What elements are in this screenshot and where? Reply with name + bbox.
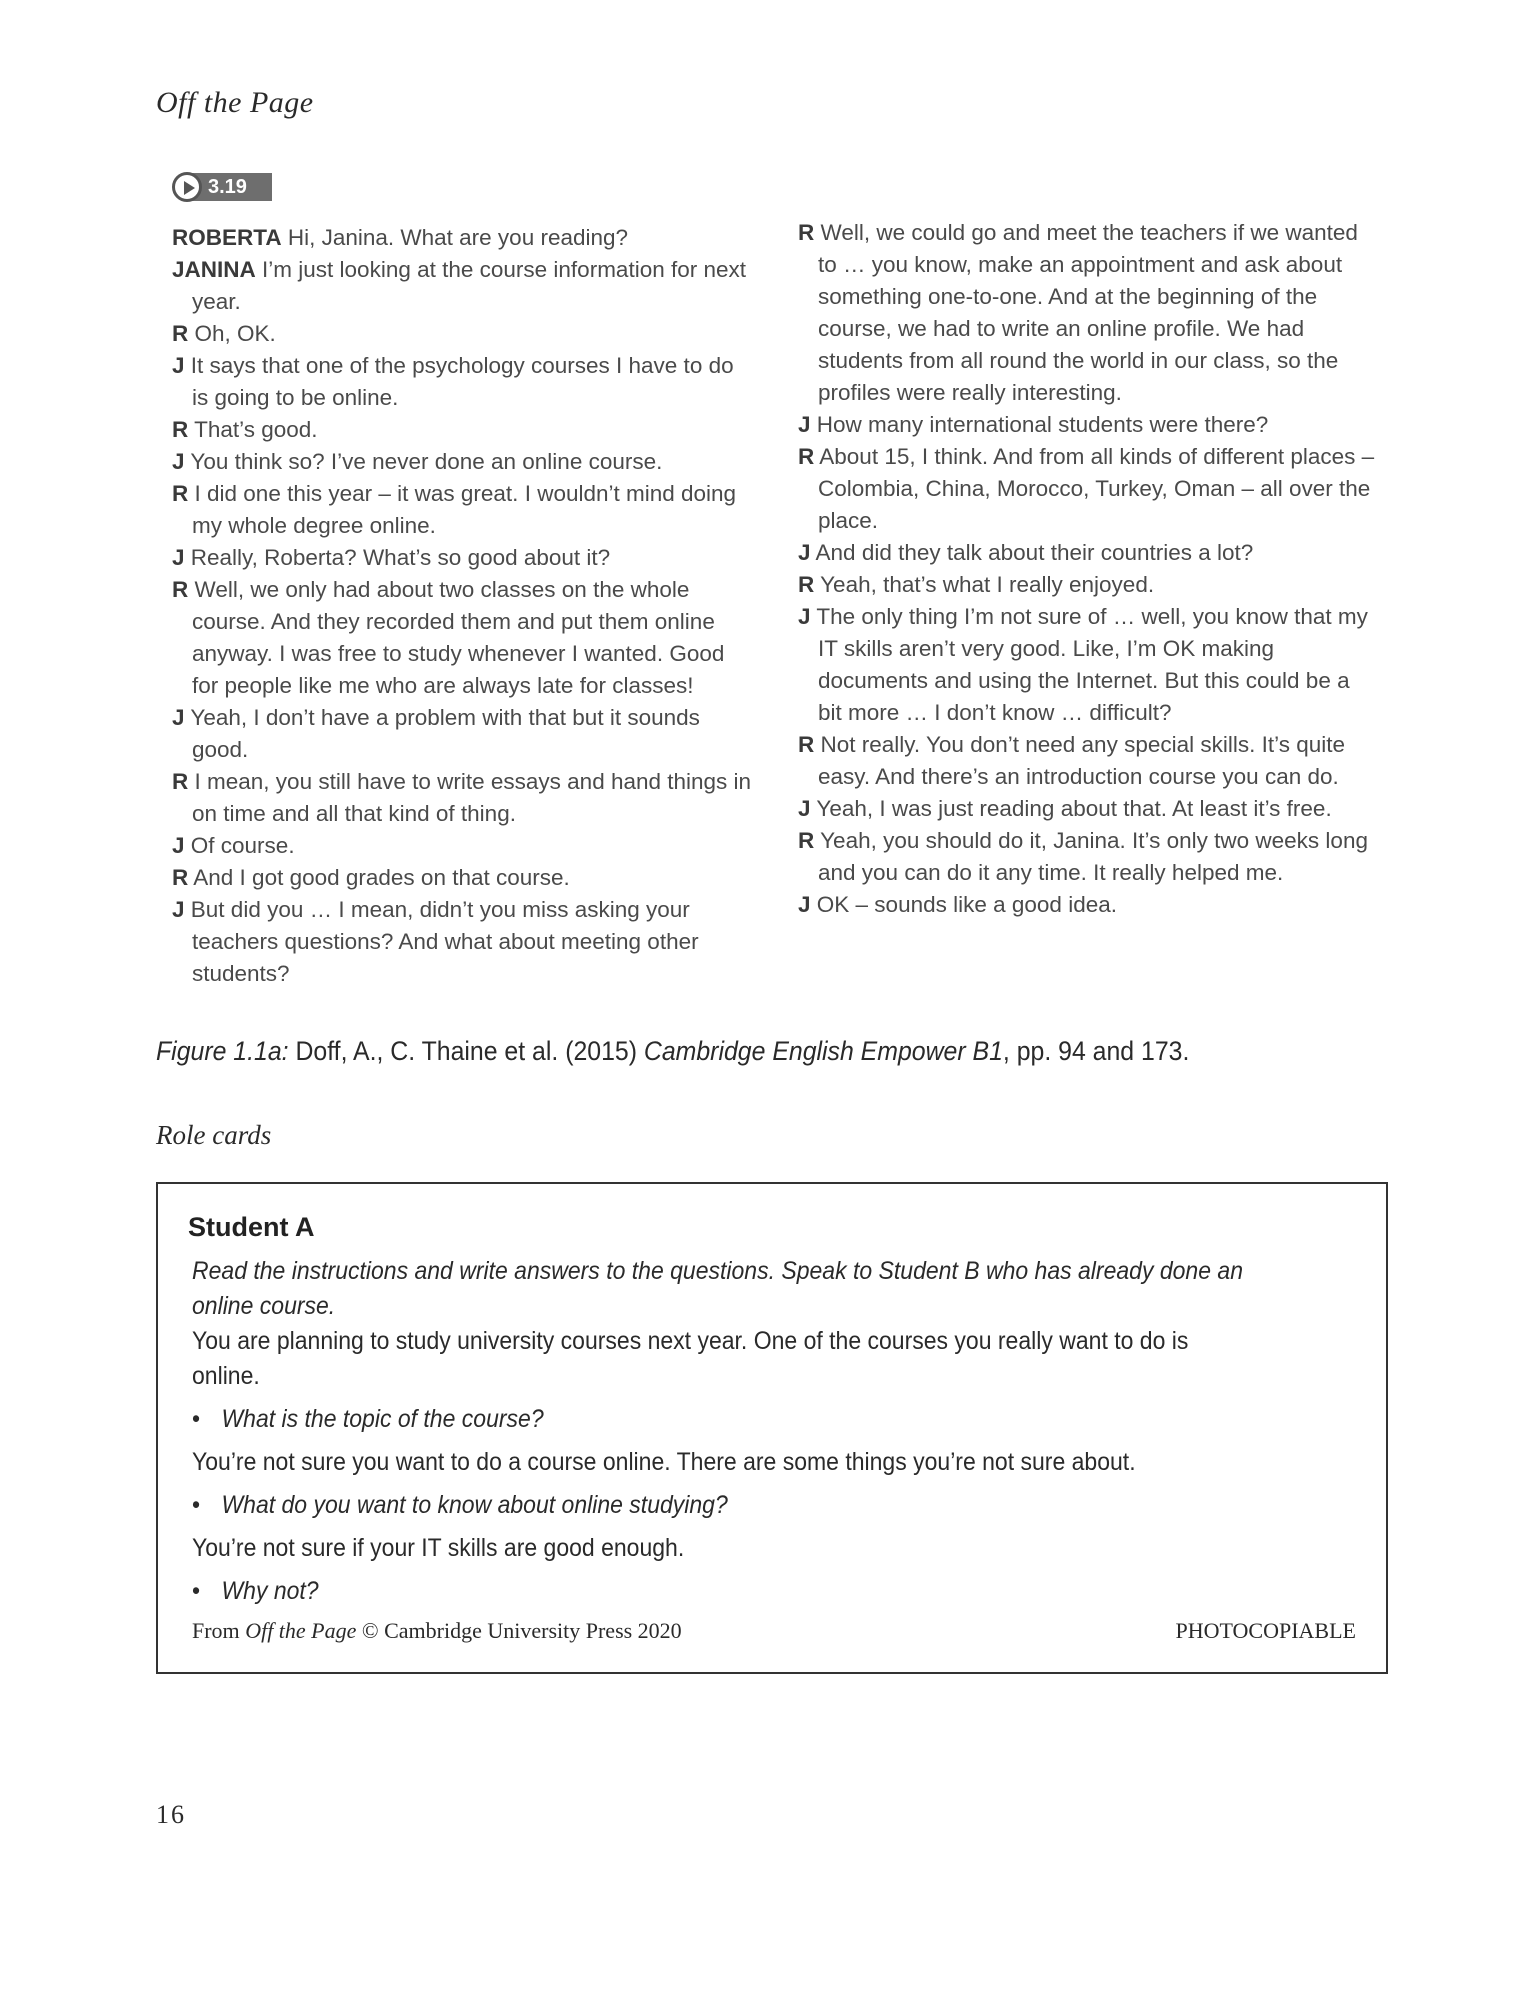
running-head: Off the Page xyxy=(156,86,314,119)
copyright-notice: From Off the Page © Cambridge University Press 2020 xyxy=(192,1618,682,1643)
play-icon[interactable] xyxy=(172,172,202,202)
photocopiable-label: PHOTOCOPIABLE xyxy=(1175,1618,1356,1643)
audio-track-number: 3.19 xyxy=(192,173,272,201)
figure-caption xyxy=(156,1036,1189,1067)
bullet-icon: • xyxy=(192,1405,201,1433)
section-heading: Role cards xyxy=(156,1120,272,1150)
caption-title: Cambridge English Empower B1 xyxy=(643,1036,1003,1066)
role-card-body xyxy=(192,1254,1250,1609)
dialogue-line: R And I got good grades on that course. xyxy=(172,865,570,890)
role-card xyxy=(156,1182,1388,1674)
dialogue-line: J It says that one of the psychology courses I have to do is going to be online. xyxy=(172,353,734,410)
dialogue-line: R That’s good. xyxy=(172,417,318,442)
role-card-question: • What is the topic of the course? xyxy=(192,1402,1250,1437)
dialogue-line: R I did one this year – it was great. I wouldn’t mind doing my whole degree online. xyxy=(172,481,737,538)
dialogue-line: J And did they talk about their countries a lot? xyxy=(798,540,1254,565)
dialogue-line: R Well, we only had about two classes on the whole course. And they recorded them and put them online anyway. I was free to study whenever I wanted. Good for people like me who are always late for classes! xyxy=(172,577,725,698)
dialogue-line: J Yeah, I was just reading about that. At least it’s free. xyxy=(798,796,1332,821)
bullet-icon: • xyxy=(192,1491,201,1519)
role-card-paragraph: You’re not sure if your IT skills are good enough. xyxy=(192,1534,685,1562)
caption-label: Figure 1.1a: xyxy=(156,1036,289,1066)
dialogue-line: J You think so? I’ve never done an online course. xyxy=(172,449,663,474)
dialogue-line: R Oh, OK. xyxy=(172,321,276,346)
dialogue-line: J How many international students were there? xyxy=(798,412,1269,437)
caption-pages: , pp. 94 and 173. xyxy=(1002,1036,1190,1066)
dialogue-line: J Of course. xyxy=(172,833,295,858)
dialogue-line: ROBERTA Hi, Janina. What are you reading? xyxy=(172,225,629,250)
role-card-paragraph: You are planning to study university courses next year. One of the courses you really want to do is online. xyxy=(192,1327,1189,1390)
dialogue-line: R Well, we could go and meet the teachers if we wanted to … you know, make an appointment and ask about something one-to-one. And at the beginning of the course, we had to write an online profile. We had students from all round the world in our class, so the profiles were really interesting. xyxy=(798,220,1358,405)
bullet-icon: • xyxy=(192,1577,201,1605)
role-card-paragraph: You’re not sure you want to do a course online. There are some things you’re not sure about. xyxy=(192,1448,1136,1476)
page-number: 16 xyxy=(156,1800,186,1829)
audio-track-badge[interactable] xyxy=(172,170,276,204)
dialogue-line: J OK – sounds like a good idea. xyxy=(798,892,1117,917)
dialogue-line: J But did you … I mean, didn’t you miss asking your teachers questions? And what about meeting other students? xyxy=(172,897,699,986)
role-card-question: • What do you want to know about online studying? xyxy=(192,1488,1250,1523)
dialogue-line: J Really, Roberta? What’s so good about it? xyxy=(172,545,611,570)
dialogue-line: R Not really. You don’t need any special skills. It’s quite easy. And there’s an introduction course you can do. xyxy=(798,732,1345,789)
dialogue-line: J The only thing I’m not sure of … well, you know that my IT skills aren’t very good. Like, I’m OK making documents and using the Internet. But this could be a bit more … I don’t know … difficult? xyxy=(798,604,1368,725)
dialogue-line: J Yeah, I don’t have a problem with that but it sounds good. xyxy=(172,705,700,762)
dialogue-line: R Yeah, you should do it, Janina. It’s only two weeks long and you can do it any time. It really helped me. xyxy=(798,828,1368,885)
dialogue-line: R I mean, you still have to write essays and hand things in on time and all that kind of thing. xyxy=(172,769,752,826)
dialogue-line: R Yeah, that’s what I really enjoyed. xyxy=(798,572,1155,597)
dialogue-left-column xyxy=(172,222,752,990)
dialogue-line: JANINA I’m just looking at the course information for next year. xyxy=(172,257,747,314)
dialogue-right-column xyxy=(798,217,1378,921)
role-card-title: Student A xyxy=(188,1212,315,1242)
dialogue-line: R About 15, I think. And from all kinds of different places – Colombia, China, Morocco, Turkey, Oman – all over the place. xyxy=(798,444,1375,533)
role-card-question: • Why not? xyxy=(192,1574,1250,1609)
role-card-instructions: Read the instructions and write answers to the questions. Speak to Student B who has already done an online course. xyxy=(192,1257,1243,1320)
role-card-footer xyxy=(192,1618,1356,1644)
caption-authors: Doff, A., C. Thaine et al. (2015) xyxy=(295,1036,638,1066)
